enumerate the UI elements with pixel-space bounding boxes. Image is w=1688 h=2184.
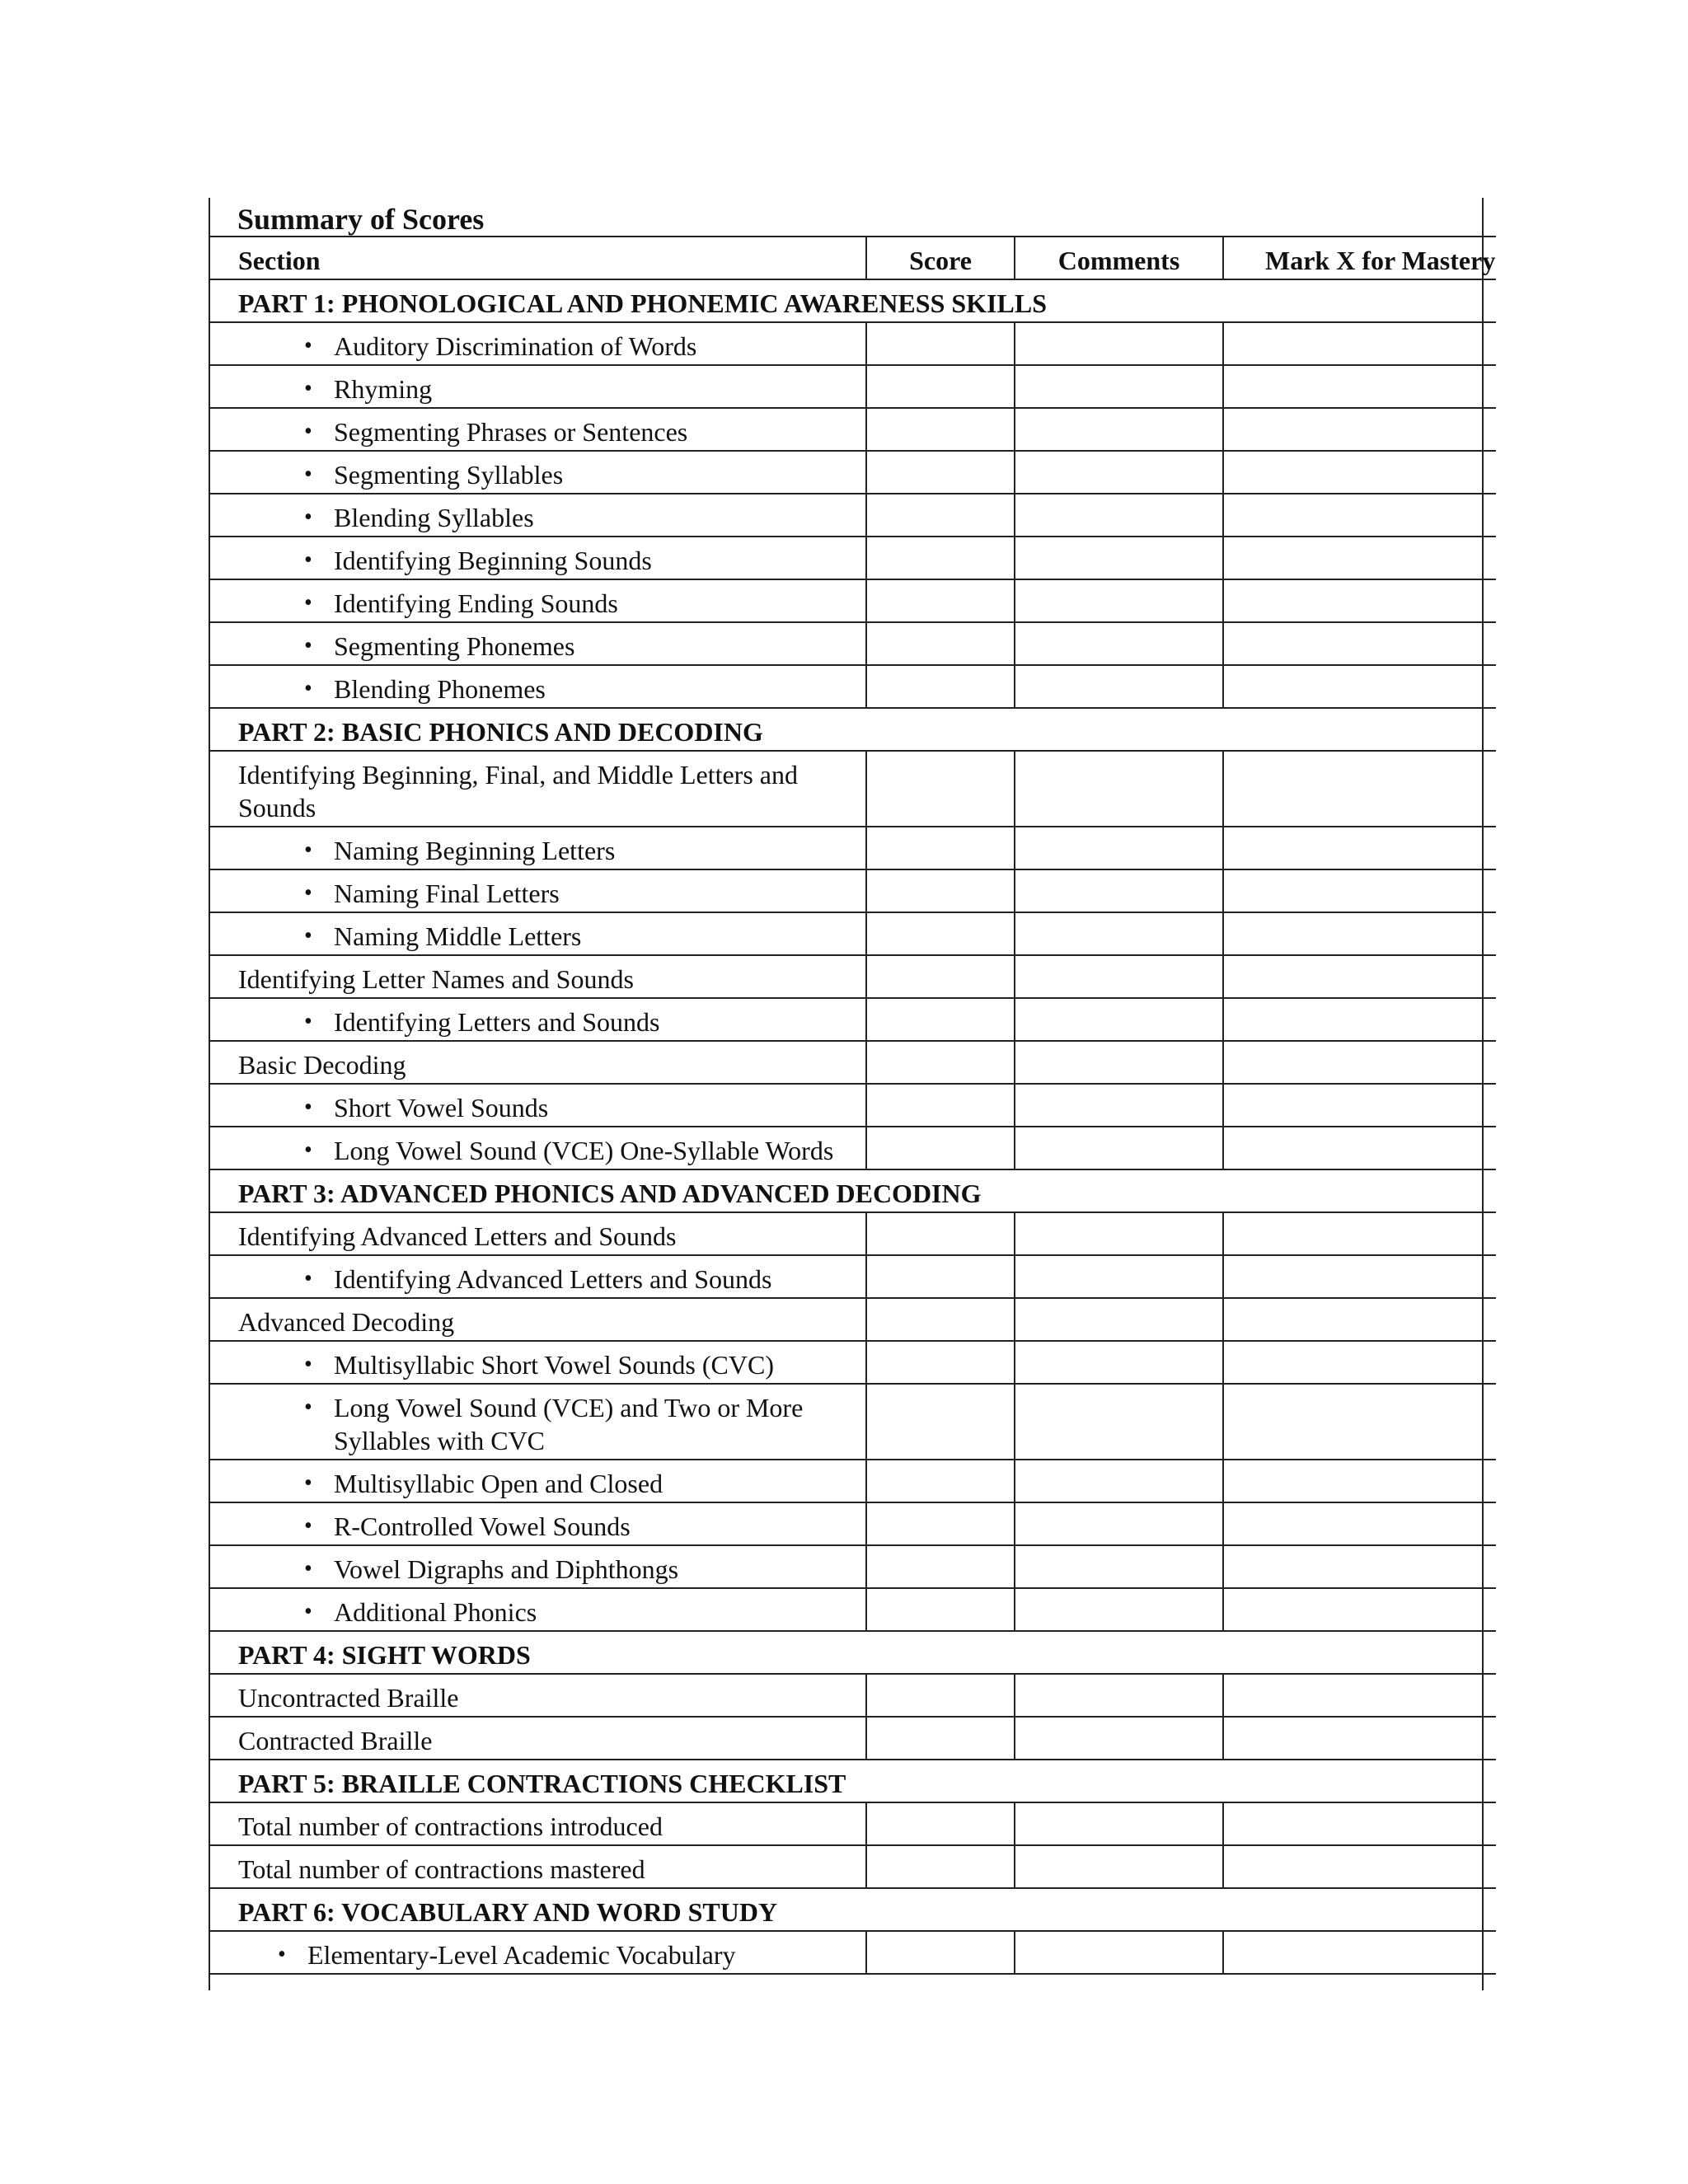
bullet-label: R-Controlled Vowel Sounds: [334, 1511, 631, 1541]
bullet-label: Segmenting Phonemes: [334, 631, 575, 661]
mastery-cell[interactable]: [1223, 1084, 1496, 1127]
bullet-item: [238, 1348, 865, 1381]
score-cell[interactable]: [866, 1341, 1015, 1384]
table-row: [209, 322, 1496, 365]
comments-cell[interactable]: [1015, 1717, 1223, 1760]
mastery-cell[interactable]: [1223, 1802, 1496, 1845]
score-cell[interactable]: [866, 1545, 1015, 1588]
bullet-item: [238, 415, 865, 448]
comments-cell[interactable]: [1015, 1845, 1223, 1888]
score-cell[interactable]: [866, 579, 1015, 622]
bullet-label: Blending Phonemes: [334, 674, 546, 704]
comments-cell[interactable]: [1015, 579, 1223, 622]
comments-cell[interactable]: [1015, 451, 1223, 494]
mastery-cell[interactable]: [1223, 1502, 1496, 1545]
mastery-cell[interactable]: [1223, 451, 1496, 494]
mastery-cell[interactable]: [1223, 1717, 1496, 1760]
score-cell[interactable]: [866, 998, 1015, 1041]
table-row: [209, 998, 1496, 1041]
score-cell[interactable]: [866, 408, 1015, 451]
comments-cell[interactable]: [1015, 494, 1223, 537]
bullet-item: [238, 877, 865, 910]
mastery-cell[interactable]: [1223, 665, 1496, 708]
table-row: [209, 869, 1496, 912]
section-cell: Identifying Beginning, Final, and Middle Letters and Sounds: [209, 751, 866, 827]
section-cell: [209, 451, 866, 494]
bullet-icon: •: [304, 880, 312, 906]
mastery-cell[interactable]: [1223, 1341, 1496, 1384]
comments-cell[interactable]: [1015, 827, 1223, 869]
bullet-icon: •: [304, 923, 312, 949]
bullet-item: [238, 1938, 865, 1971]
table-row: [209, 1460, 1496, 1502]
bullet-icon: •: [304, 376, 312, 401]
section-cell: [209, 1502, 866, 1545]
score-cell[interactable]: [866, 1384, 1015, 1460]
bullet-item: [238, 501, 865, 534]
mastery-cell[interactable]: [1223, 955, 1496, 998]
bullet-label: Identifying Ending Sounds: [334, 588, 618, 618]
mastery-cell[interactable]: [1223, 1460, 1496, 1502]
score-cell[interactable]: [866, 955, 1015, 998]
bullet-item: [238, 1263, 865, 1296]
page-title: Summary of Scores: [237, 203, 485, 236]
table-row: [209, 1717, 1496, 1760]
mastery-cell[interactable]: [1223, 869, 1496, 912]
section-cell: [209, 1545, 866, 1588]
comments-cell[interactable]: [1015, 998, 1223, 1041]
bullet-label: Identifying Advanced Letters and Sounds: [334, 1264, 772, 1294]
bullet-label: Naming Final Letters: [334, 879, 560, 908]
comments-cell[interactable]: [1015, 1384, 1223, 1460]
section-cell: Advanced Decoding: [209, 1298, 866, 1341]
bullet-icon: •: [304, 547, 312, 573]
bullet-item: [238, 630, 865, 663]
header-comments: Comments: [1015, 237, 1223, 279]
comments-cell[interactable]: [1015, 869, 1223, 912]
comments-cell[interactable]: [1015, 1084, 1223, 1127]
bullet-label: Elementary-Level Academic Vocabulary: [307, 1940, 736, 1970]
table-row: [209, 1384, 1496, 1460]
bullet-label: Long Vowel Sound (VCE) One-Syllable Words: [334, 1136, 834, 1165]
table-row: [209, 1341, 1496, 1384]
table-row: [209, 751, 1496, 827]
score-cell[interactable]: [866, 494, 1015, 537]
mastery-cell[interactable]: [1223, 912, 1496, 955]
mastery-cell[interactable]: [1223, 365, 1496, 408]
scores-table: [209, 236, 1496, 1975]
score-cell[interactable]: [866, 537, 1015, 579]
score-cell[interactable]: [866, 751, 1015, 827]
mastery-cell[interactable]: [1223, 1545, 1496, 1588]
bullet-label: Blending Syllables: [334, 503, 534, 532]
bullet-item: [238, 587, 865, 620]
score-cell[interactable]: [866, 912, 1015, 955]
comments-cell[interactable]: [1015, 622, 1223, 665]
section-cell: [209, 494, 866, 537]
comments-cell[interactable]: [1015, 1127, 1223, 1169]
bullet-icon: •: [304, 1137, 312, 1163]
score-cell[interactable]: [866, 827, 1015, 869]
section-cell: [209, 1384, 866, 1460]
section-cell: Contracted Braille: [209, 1717, 866, 1760]
part-heading-row: [209, 1169, 1496, 1212]
bullet-label: Long Vowel Sound (VCE) and Two or More Syllables with CVC: [334, 1393, 804, 1455]
comments-cell[interactable]: [1015, 751, 1223, 827]
score-cell[interactable]: [866, 1255, 1015, 1298]
table-row: [209, 1255, 1496, 1298]
score-cell[interactable]: [866, 1717, 1015, 1760]
score-cell[interactable]: [866, 1845, 1015, 1888]
section-cell: [209, 1127, 866, 1169]
table-row: [209, 579, 1496, 622]
comments-cell[interactable]: [1015, 365, 1223, 408]
mastery-cell[interactable]: [1223, 622, 1496, 665]
comments-cell[interactable]: [1015, 1545, 1223, 1588]
header-mastery: Mark X for Mastery: [1223, 237, 1496, 279]
table-row: [209, 1802, 1496, 1845]
score-cell[interactable]: [866, 665, 1015, 708]
section-cell: [209, 1084, 866, 1127]
bullet-icon: •: [304, 504, 312, 530]
table-row: [209, 1588, 1496, 1631]
mastery-cell[interactable]: [1223, 1384, 1496, 1460]
comments-cell[interactable]: [1015, 1802, 1223, 1845]
bullet-item: [238, 1596, 865, 1629]
bullet-label: Identifying Letters and Sounds: [334, 1007, 660, 1037]
bullet-label: Vowel Digraphs and Diphthongs: [334, 1554, 679, 1584]
part-heading-row: [209, 1631, 1496, 1674]
bullet-icon: •: [304, 419, 312, 444]
part-heading-row: [209, 279, 1496, 322]
table-row: [209, 912, 1496, 955]
table-row: [209, 1931, 1496, 1974]
bullet-icon: •: [304, 1394, 312, 1420]
comments-cell[interactable]: [1015, 1041, 1223, 1084]
section-cell: [209, 537, 866, 579]
part-heading: PART 5: BRAILLE CONTRACTIONS CHECKLIST: [209, 1760, 1496, 1802]
table-row: [209, 1298, 1496, 1341]
comments-cell[interactable]: [1015, 955, 1223, 998]
comments-cell[interactable]: [1015, 408, 1223, 451]
bullet-icon: •: [304, 633, 312, 658]
bullet-icon: •: [278, 1942, 286, 1967]
part-heading: PART 6: VOCABULARY AND WORD STUDY: [209, 1888, 1496, 1931]
table-row: [209, 955, 1496, 998]
mastery-cell[interactable]: [1223, 494, 1496, 537]
mastery-cell[interactable]: [1223, 322, 1496, 365]
section-cell: [209, 1341, 866, 1384]
bullet-item: [238, 544, 865, 577]
bullet-icon: •: [304, 462, 312, 487]
section-cell: [209, 912, 866, 955]
score-cell[interactable]: [866, 1298, 1015, 1341]
bullet-label: Naming Beginning Letters: [334, 836, 616, 865]
mastery-cell[interactable]: [1223, 1588, 1496, 1631]
bullet-label: Multisyllabic Open and Closed: [334, 1469, 663, 1498]
mastery-cell[interactable]: [1223, 1845, 1496, 1888]
score-cell[interactable]: [866, 1041, 1015, 1084]
mastery-cell[interactable]: [1223, 1931, 1496, 1974]
comments-cell[interactable]: [1015, 1255, 1223, 1298]
bullet-icon: •: [304, 333, 312, 359]
mastery-cell[interactable]: [1223, 408, 1496, 451]
bullet-label: Segmenting Phrases or Sentences: [334, 417, 688, 447]
mastery-cell[interactable]: [1223, 1298, 1496, 1341]
comments-cell[interactable]: [1015, 1588, 1223, 1631]
table-row: [209, 1545, 1496, 1588]
bullet-item: [238, 834, 865, 867]
bullet-icon: •: [304, 1094, 312, 1120]
bullet-item: [238, 920, 865, 953]
bullet-icon: •: [304, 1009, 312, 1034]
mastery-cell[interactable]: [1223, 998, 1496, 1041]
section-cell: [209, 408, 866, 451]
table-row: [209, 827, 1496, 869]
header-score: Score: [866, 237, 1015, 279]
table-row: [209, 451, 1496, 494]
part-heading-row: [209, 1760, 1496, 1802]
table-row: [209, 408, 1496, 451]
mastery-cell[interactable]: [1223, 579, 1496, 622]
table-row: [209, 1674, 1496, 1717]
comments-cell[interactable]: [1015, 322, 1223, 365]
table-row: [209, 1845, 1496, 1888]
score-cell[interactable]: [866, 1931, 1015, 1974]
part-heading-row: [209, 708, 1496, 751]
mastery-cell[interactable]: [1223, 537, 1496, 579]
mastery-cell[interactable]: [1223, 1127, 1496, 1169]
table-row: [209, 622, 1496, 665]
comments-cell[interactable]: [1015, 1674, 1223, 1717]
table-row: [209, 665, 1496, 708]
bullet-icon: •: [304, 590, 312, 616]
mastery-cell[interactable]: [1223, 751, 1496, 827]
part-heading-row: [209, 1888, 1496, 1931]
section-cell: [209, 365, 866, 408]
comments-cell[interactable]: [1015, 1931, 1223, 1974]
section-cell: [209, 1460, 866, 1502]
comments-cell[interactable]: [1015, 1212, 1223, 1255]
bullet-item: [238, 673, 865, 705]
bullet-icon: •: [304, 1513, 312, 1539]
section-cell: [209, 322, 866, 365]
bullet-item: [238, 1005, 865, 1038]
section-cell: [209, 869, 866, 912]
comments-cell[interactable]: [1015, 1460, 1223, 1502]
section-cell: [209, 579, 866, 622]
bullet-icon: •: [304, 1352, 312, 1377]
section-cell: [209, 1931, 866, 1974]
bullet-item: [238, 1467, 865, 1500]
score-cell[interactable]: [866, 1212, 1015, 1255]
comments-cell[interactable]: [1015, 1502, 1223, 1545]
section-cell: [209, 1588, 866, 1631]
section-cell: Total number of contractions mastered: [209, 1845, 866, 1888]
bullet-item: [238, 1553, 865, 1586]
bullet-label: Segmenting Syllables: [334, 460, 564, 490]
section-cell: [209, 1255, 866, 1298]
table-row: [209, 537, 1496, 579]
bullet-item: [238, 373, 865, 405]
score-cell[interactable]: [866, 365, 1015, 408]
score-cell[interactable]: [866, 1674, 1015, 1717]
score-cell[interactable]: [866, 1588, 1015, 1631]
mastery-cell[interactable]: [1223, 1674, 1496, 1717]
table-row: [209, 1212, 1496, 1255]
score-cell[interactable]: [866, 451, 1015, 494]
bullet-icon: •: [304, 1266, 312, 1291]
section-cell: Basic Decoding: [209, 1041, 866, 1084]
score-cell[interactable]: [866, 1802, 1015, 1845]
comments-cell[interactable]: [1015, 665, 1223, 708]
bullet-item: [238, 1134, 865, 1167]
bullet-label: Auditory Discrimination of Words: [334, 331, 697, 361]
score-cell[interactable]: [866, 1460, 1015, 1502]
part-heading: PART 3: ADVANCED PHONICS AND ADVANCED DECODING: [209, 1169, 1496, 1212]
bullet-label: Short Vowel Sounds: [334, 1093, 549, 1122]
score-cell[interactable]: [866, 1502, 1015, 1545]
section-cell: [209, 827, 866, 869]
section-cell: Identifying Letter Names and Sounds: [209, 955, 866, 998]
section-cell: Uncontracted Braille: [209, 1674, 866, 1717]
part-heading: PART 2: BASIC PHONICS AND DECODING: [209, 708, 1496, 751]
bullet-label: Naming Middle Letters: [334, 921, 582, 951]
bullet-icon: •: [304, 837, 312, 863]
table-header-row: [209, 237, 1496, 279]
section-cell: [209, 665, 866, 708]
mastery-cell[interactable]: [1223, 827, 1496, 869]
header-section: Section: [209, 237, 866, 279]
table-row: [209, 1127, 1496, 1169]
comments-cell[interactable]: [1015, 1298, 1223, 1341]
mastery-cell[interactable]: [1223, 1255, 1496, 1298]
bullet-item: [238, 1091, 865, 1124]
section-cell: Identifying Advanced Letters and Sounds: [209, 1212, 866, 1255]
bullet-label: Rhyming: [334, 374, 433, 404]
score-cell[interactable]: [866, 869, 1015, 912]
section-cell: Total number of contractions introduced: [209, 1802, 866, 1845]
comments-cell[interactable]: [1015, 1341, 1223, 1384]
bullet-icon: •: [304, 1599, 312, 1624]
bullet-item: [238, 330, 865, 363]
table-row: [209, 1041, 1496, 1084]
section-cell: [209, 998, 866, 1041]
part-heading: PART 4: SIGHT WORDS: [209, 1631, 1496, 1674]
comments-cell[interactable]: [1015, 912, 1223, 955]
bullet-icon: •: [304, 1556, 312, 1582]
part-heading: PART 1: PHONOLOGICAL AND PHONEMIC AWARENESS SKILLS: [209, 279, 1496, 322]
score-cell[interactable]: [866, 1127, 1015, 1169]
bullet-item: [238, 1510, 865, 1543]
table-row: [209, 365, 1496, 408]
score-cell[interactable]: [866, 622, 1015, 665]
bullet-icon: •: [304, 1470, 312, 1496]
comments-cell[interactable]: [1015, 537, 1223, 579]
table-row: [209, 1084, 1496, 1127]
score-cell[interactable]: [866, 1084, 1015, 1127]
bullet-label: Identifying Beginning Sounds: [334, 546, 652, 575]
bullet-label: Multisyllabic Short Vowel Sounds (CVC): [334, 1350, 774, 1380]
mastery-cell[interactable]: [1223, 1212, 1496, 1255]
bullet-label: Additional Phonics: [334, 1597, 537, 1627]
score-cell[interactable]: [866, 322, 1015, 365]
mastery-cell[interactable]: [1223, 1041, 1496, 1084]
bullet-item: [238, 1391, 865, 1457]
bullet-item: [238, 458, 865, 491]
table-row: [209, 494, 1496, 537]
bullet-icon: •: [304, 676, 312, 701]
section-cell: [209, 622, 866, 665]
table-row: [209, 1502, 1496, 1545]
